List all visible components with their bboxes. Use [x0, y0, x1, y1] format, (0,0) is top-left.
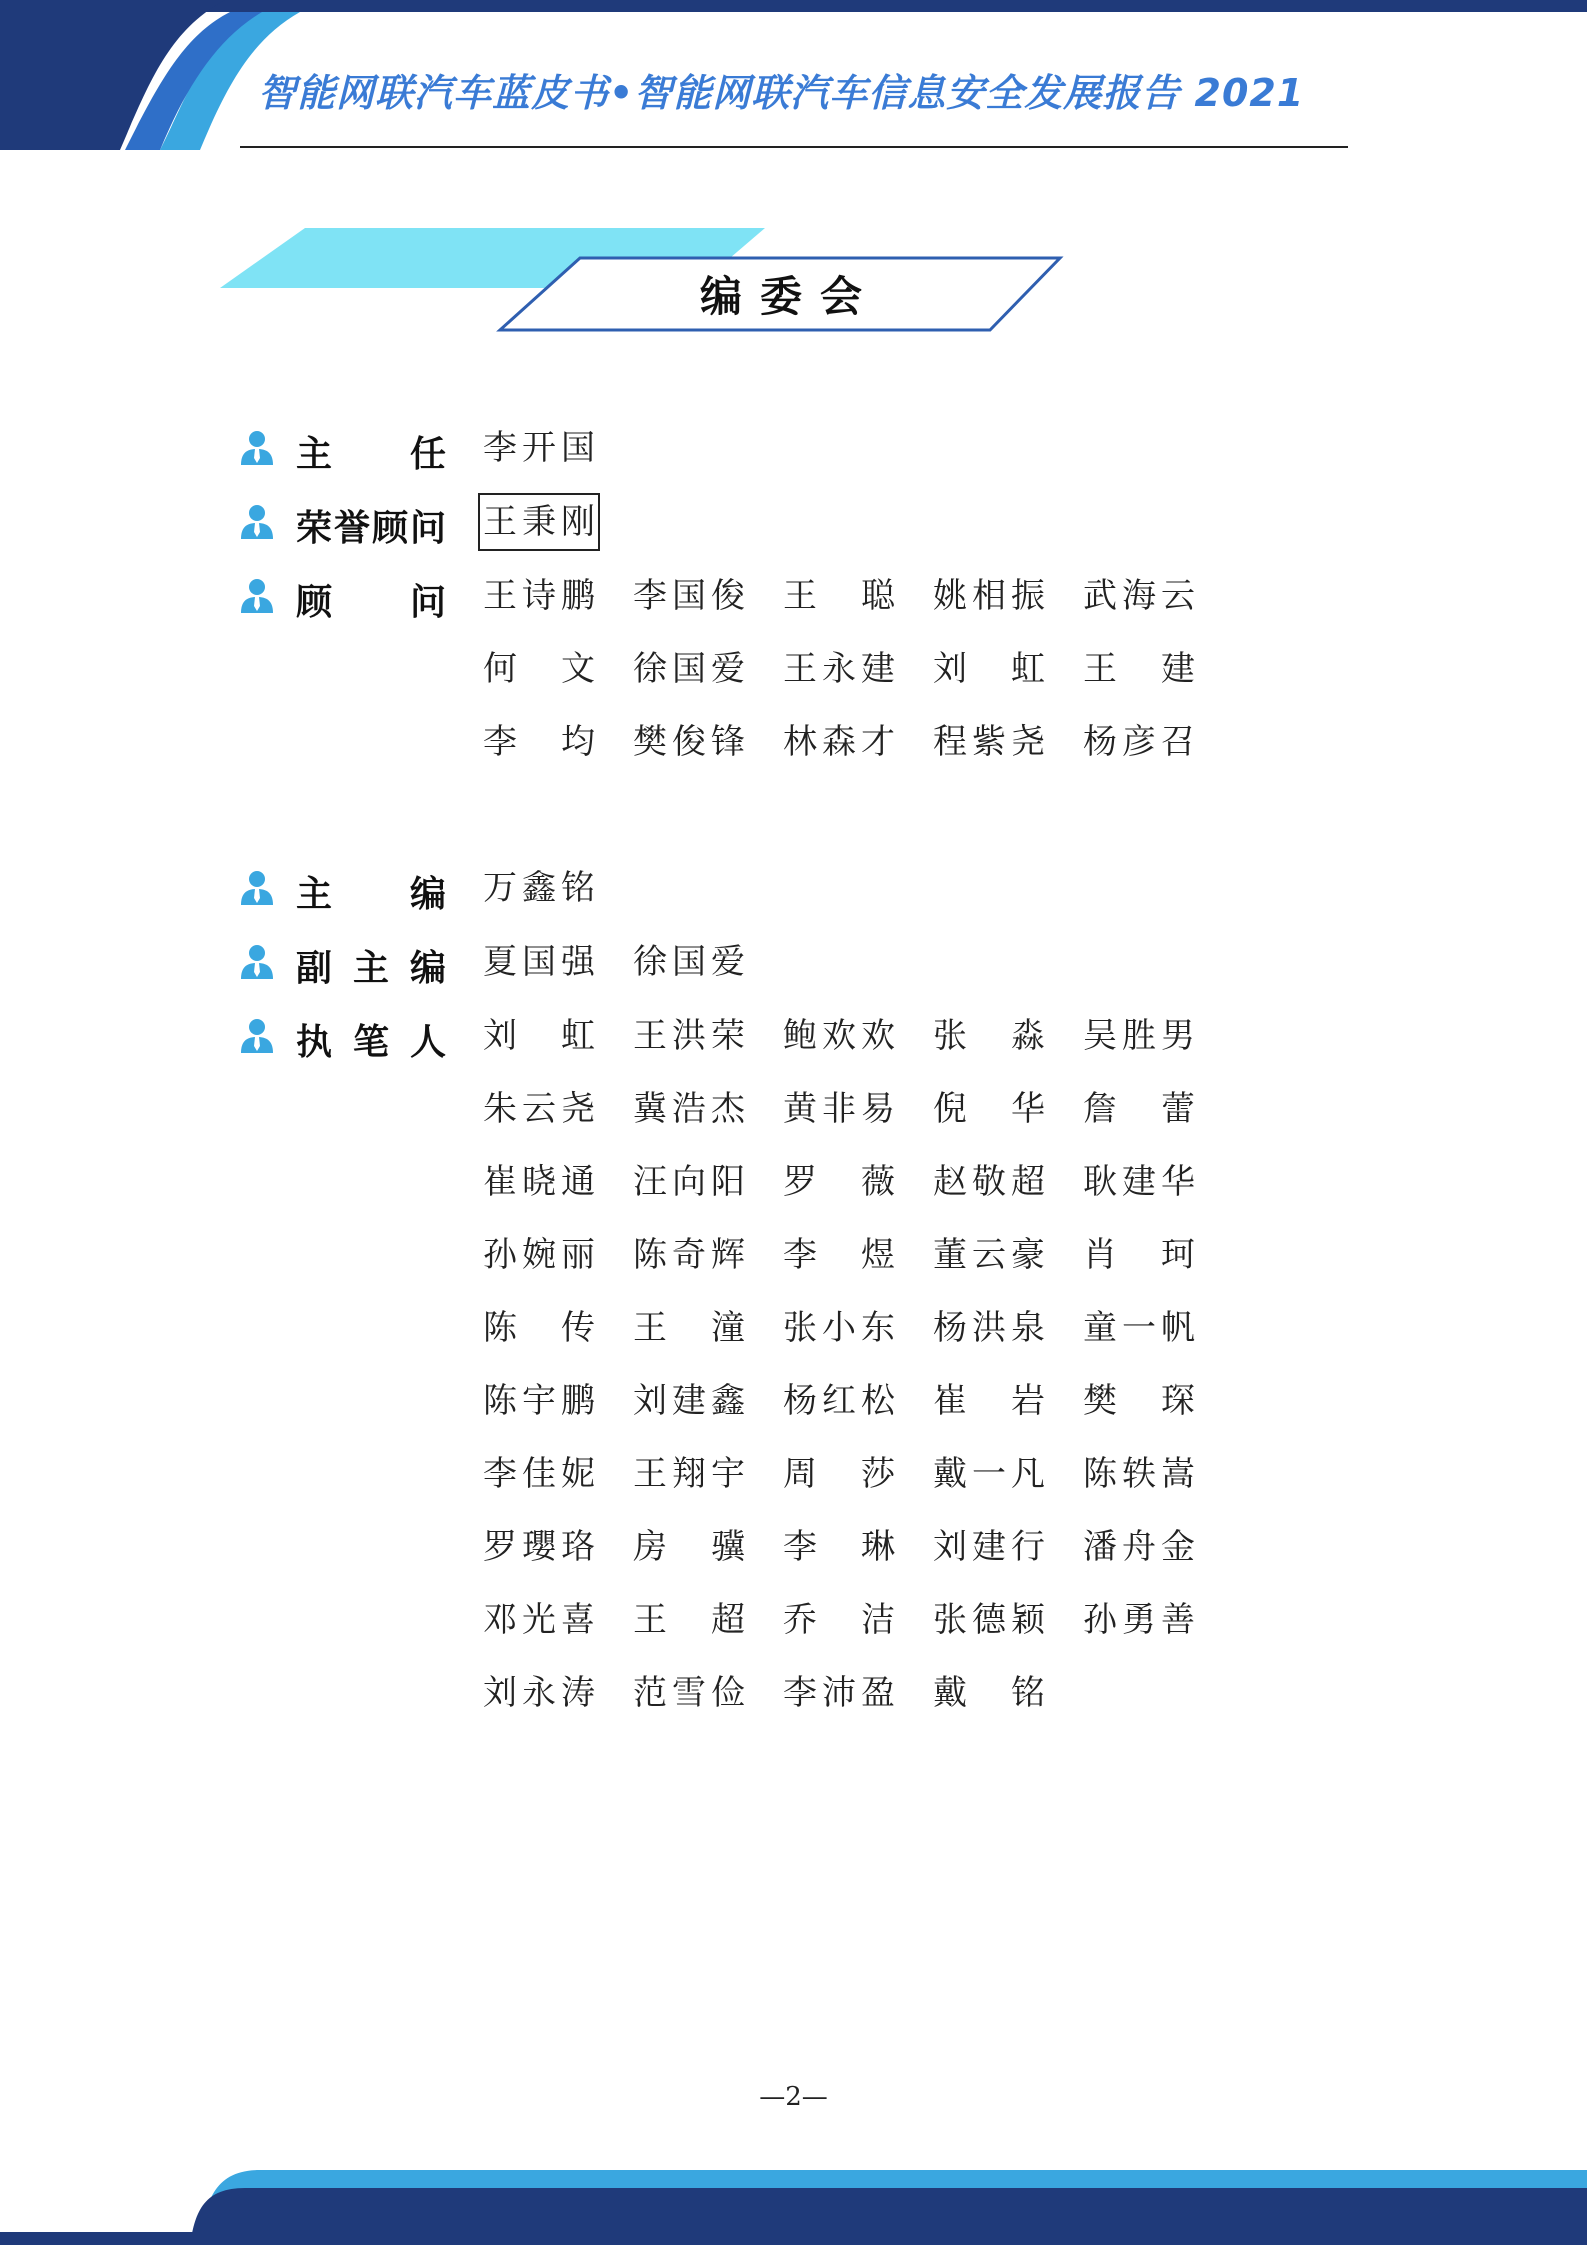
person-icon	[240, 578, 274, 614]
member-name: 武 海 云	[1083, 576, 1195, 616]
header-rule	[240, 146, 1348, 148]
report-header-title: 智能网联汽车蓝皮书•智能网联汽车信息安全发展报告 2021	[258, 71, 1305, 115]
member-name: 孙 勇 善	[1083, 1600, 1195, 1640]
committee-row	[240, 860, 1280, 920]
member-name: 张 淼	[933, 1016, 1045, 1056]
member-name: 孙 婉 丽	[483, 1235, 595, 1275]
member-name: 王 诗 鹏	[483, 576, 595, 616]
member-name: 王 潼	[633, 1308, 745, 1348]
member-name: 王 建	[1083, 649, 1195, 689]
member-name: 崔 岩	[933, 1381, 1045, 1421]
committee-role: 荣 誉 顾 问	[296, 508, 446, 549]
member-name: 罗 瓔 珞	[483, 1527, 595, 1567]
member-name: 樊 俊 锋	[633, 722, 745, 762]
member-name: 罗 薇	[783, 1162, 895, 1202]
page-number: —2—	[759, 2082, 828, 2112]
member-name: 戴 一 凡	[933, 1454, 1045, 1494]
member-name: 王 翔 宇	[633, 1454, 745, 1494]
member-name: 王 秉 刚	[483, 498, 595, 546]
member-name: 戴 铭	[933, 1673, 1045, 1713]
member-name: 徐 国 爱	[633, 942, 745, 982]
member-name: 汪 向 阳	[633, 1162, 745, 1202]
member-name: 李 沛 盈	[783, 1673, 895, 1713]
member-name: 陈 奇 辉	[633, 1235, 745, 1275]
member-name: 董 云 豪	[933, 1235, 1045, 1275]
member-name: 程 紫 尧	[933, 722, 1045, 762]
member-name: 朱 云 尧	[483, 1089, 595, 1129]
committee-row	[240, 494, 1280, 554]
member-name: 李 均	[483, 722, 595, 762]
section-title: 编委会	[699, 272, 880, 321]
member-name: 鲍 欢 欢	[783, 1016, 895, 1056]
member-name: 樊 琛	[1083, 1381, 1195, 1421]
member-name: 刘 建 鑫	[633, 1381, 745, 1421]
member-name: 夏 国 强	[483, 942, 595, 982]
member-name: 林 森 才	[783, 722, 895, 762]
member-name: 范 雪 俭	[633, 1673, 745, 1713]
person-icon	[240, 870, 274, 906]
person-icon	[240, 504, 274, 540]
footer-decoration	[0, 2160, 1587, 2245]
member-name: 刘 建 行	[933, 1527, 1045, 1567]
committee-row	[240, 934, 1280, 994]
member-name: 李 开 国	[483, 428, 595, 468]
member-name: 王 永 建	[783, 649, 895, 689]
member-name: 徐 国 爱	[633, 649, 745, 689]
person-icon	[240, 944, 274, 980]
member-name: 姚 相 振	[933, 576, 1045, 616]
member-name: 崔 晓 通	[483, 1162, 595, 1202]
committee-role: 副 主 编	[296, 948, 446, 989]
member-name: 肖 珂	[1083, 1235, 1195, 1275]
committee-row	[240, 568, 1280, 762]
committee-role: 执 笔 人	[296, 1022, 446, 1063]
committee-role: 主 编	[296, 874, 446, 915]
member-name: 耿 建 华	[1083, 1162, 1195, 1202]
member-name: 刘 虹	[933, 649, 1045, 689]
member-name: 邓 光 喜	[483, 1600, 595, 1640]
member-name: 陈 宇 鹏	[483, 1381, 595, 1421]
person-icon	[240, 430, 274, 466]
committee-row	[240, 420, 1280, 480]
member-name: 王 聪	[783, 576, 895, 616]
member-name: 吴 胜 男	[1083, 1016, 1195, 1056]
member-name: 潘 舟 金	[1083, 1527, 1195, 1567]
committee-row	[240, 1008, 1280, 1713]
member-name: 万 鑫 铭	[483, 868, 595, 908]
member-name: 黄 非 易	[783, 1089, 895, 1129]
member-name: 王 超	[633, 1600, 745, 1640]
member-name: 陈 轶 嵩	[1083, 1454, 1195, 1494]
member-name: 童 一 帆	[1083, 1308, 1195, 1348]
member-name: 李 佳 妮	[483, 1454, 595, 1494]
member-name: 詹 蕾	[1083, 1089, 1195, 1129]
member-name: 王 洪 荣	[633, 1016, 745, 1056]
member-name: 赵 敬 超	[933, 1162, 1045, 1202]
committee-role: 顾 问	[296, 582, 446, 623]
member-name: 李 国 俊	[633, 576, 745, 616]
member-name: 何 文	[483, 649, 595, 689]
member-name: 李 琳	[783, 1527, 895, 1567]
member-name: 陈 传	[483, 1308, 595, 1348]
member-name: 杨 洪 泉	[933, 1308, 1045, 1348]
committee-role: 主 任	[296, 434, 446, 475]
member-name: 刘 虹	[483, 1016, 595, 1056]
member-name: 李 煜	[783, 1235, 895, 1275]
member-name: 乔 洁	[783, 1600, 895, 1640]
member-name: 倪 华	[933, 1089, 1045, 1129]
member-name: 杨 彦 召	[1083, 722, 1195, 762]
person-icon	[240, 1018, 274, 1054]
member-name: 房 骥	[633, 1527, 745, 1567]
member-name: 刘 永 涛	[483, 1673, 595, 1713]
member-name: 张 小 东	[783, 1308, 895, 1348]
member-name: 杨 红 松	[783, 1381, 895, 1421]
member-name: 周 莎	[783, 1454, 895, 1494]
member-name: 张 德 颖	[933, 1600, 1045, 1640]
member-name: 冀 浩 杰	[633, 1089, 745, 1129]
